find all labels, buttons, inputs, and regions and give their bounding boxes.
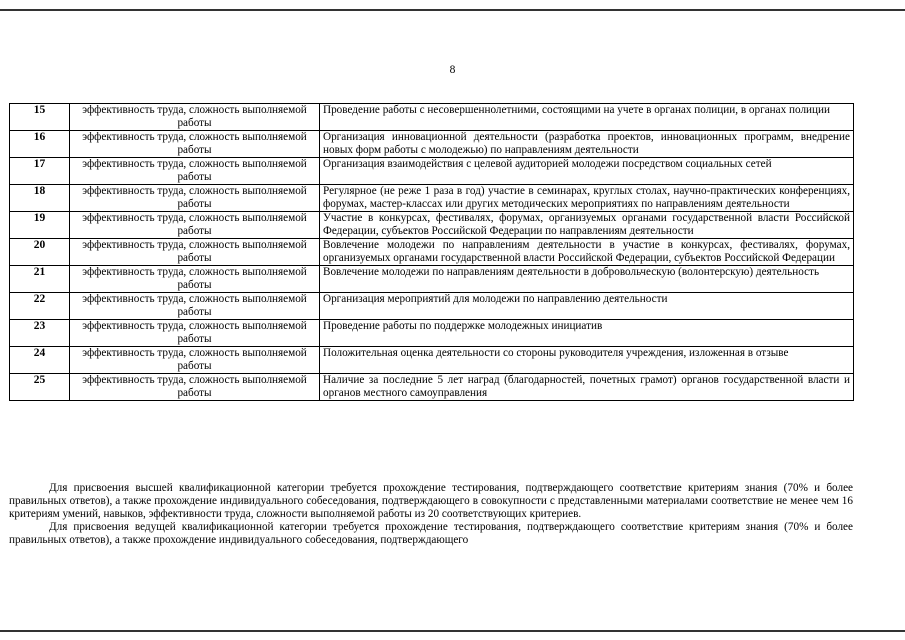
row-description: Участие в конкурсах, фестивалях, форумах, организуемых органами государственной власти Российской Федерации, субъектов Российской Федерации по направлениям деятельности xyxy=(320,212,854,239)
table-row xyxy=(10,158,854,185)
row-number: 23 xyxy=(10,320,70,347)
page-number: 8 xyxy=(449,64,456,76)
table-row xyxy=(10,374,854,401)
row-number: 19 xyxy=(10,212,70,239)
row-number: 18 xyxy=(10,185,70,212)
paragraph-leading-category: Для присвоения ведущей квалификационной категории требуется прохождение тестирования, подтверждающего соответствие критериям знания (70% и более правильных ответов), а также прохождение индивидуального собеседования, подтверждающего xyxy=(9,521,853,546)
body-text xyxy=(9,482,853,547)
table-row xyxy=(10,347,854,374)
top-scan-border xyxy=(0,9,905,11)
row-category: эффективность труда, сложность выполняемой работы xyxy=(70,239,320,266)
table-row xyxy=(10,131,854,158)
row-number: 16 xyxy=(10,131,70,158)
row-category: эффективность труда, сложность выполняемой работы xyxy=(70,266,320,293)
row-description: Организация инновационной деятельности (разработка проектов, инновационных программ, внедрение новых форм работы с молодежью) по направлениям деятельности xyxy=(320,131,854,158)
row-category: эффективность труда, сложность выполняемой работы xyxy=(70,347,320,374)
row-description: Вовлечение молодежи по направлениям деятельности в участие в конкурсах, фестивалях, форумах, организуемых органами государственной власти Российской Федерации, субъектов Российской Федерации xyxy=(320,239,854,266)
table-row xyxy=(10,293,854,320)
row-description: Проведение работы с несовершеннолетними, состоящими на учете в органах полиции, в органах полиции xyxy=(320,104,854,131)
table-row xyxy=(10,104,854,131)
bottom-scan-border xyxy=(0,630,905,632)
table-row xyxy=(10,320,854,347)
row-number: 24 xyxy=(10,347,70,374)
row-number: 20 xyxy=(10,239,70,266)
table-row xyxy=(10,266,854,293)
row-number: 15 xyxy=(10,104,70,131)
row-description: Организация взаимодействия с целевой аудиторией молодежи посредством социальных сетей xyxy=(320,158,854,185)
table-row xyxy=(10,212,854,239)
row-category: эффективность труда, сложность выполняемой работы xyxy=(70,131,320,158)
row-description: Проведение работы по поддержке молодежных инициатив xyxy=(320,320,854,347)
row-description: Регулярное (не реже 1 раза в год) участие в семинарах, круглых столах, научно-практических конференциях, форумах, мастер-классах или других методических мероприятиях по направлениям деятельности xyxy=(320,185,854,212)
row-category: эффективность труда, сложность выполняемой работы xyxy=(70,212,320,239)
row-category: эффективность труда, сложность выполняемой работы xyxy=(70,104,320,131)
table-row xyxy=(10,185,854,212)
row-category: эффективность труда, сложность выполняемой работы xyxy=(70,374,320,401)
table-row xyxy=(10,239,854,266)
row-description: Вовлечение молодежи по направлениям деятельности в добровольческую (волонтерскую) деятельность xyxy=(320,266,854,293)
paragraph-highest-category: Для присвоения высшей квалификационной категории требуется прохождение тестирования, подтверждающего соответствие критериям знания (70% и более правильных ответов), а также прохождение индивидуального собеседования, подтверждающего в совокупности с представленными материалами соответствие не менее чем 16 критериям умений, навыков, эффективности труда, сложности выполняемой работы из 20 соответствующих критериев. xyxy=(9,482,853,520)
row-category: эффективность труда, сложность выполняемой работы xyxy=(70,293,320,320)
row-category: эффективность труда, сложность выполняемой работы xyxy=(70,185,320,212)
criteria-table xyxy=(9,103,854,401)
criteria-table-body xyxy=(10,104,854,401)
row-description: Организация мероприятий для молодежи по направлению деятельности xyxy=(320,293,854,320)
row-category: эффективность труда, сложность выполняемой работы xyxy=(70,158,320,185)
row-number: 25 xyxy=(10,374,70,401)
row-description: Наличие за последние 5 лет наград (благодарностей, почетных грамот) органов государственной власти и органов местного самоуправления xyxy=(320,374,854,401)
row-number: 21 xyxy=(10,266,70,293)
row-number: 22 xyxy=(10,293,70,320)
row-category: эффективность труда, сложность выполняемой работы xyxy=(70,320,320,347)
row-number: 17 xyxy=(10,158,70,185)
row-description: Положительная оценка деятельности со стороны руководителя учреждения, изложенная в отзыве xyxy=(320,347,854,374)
